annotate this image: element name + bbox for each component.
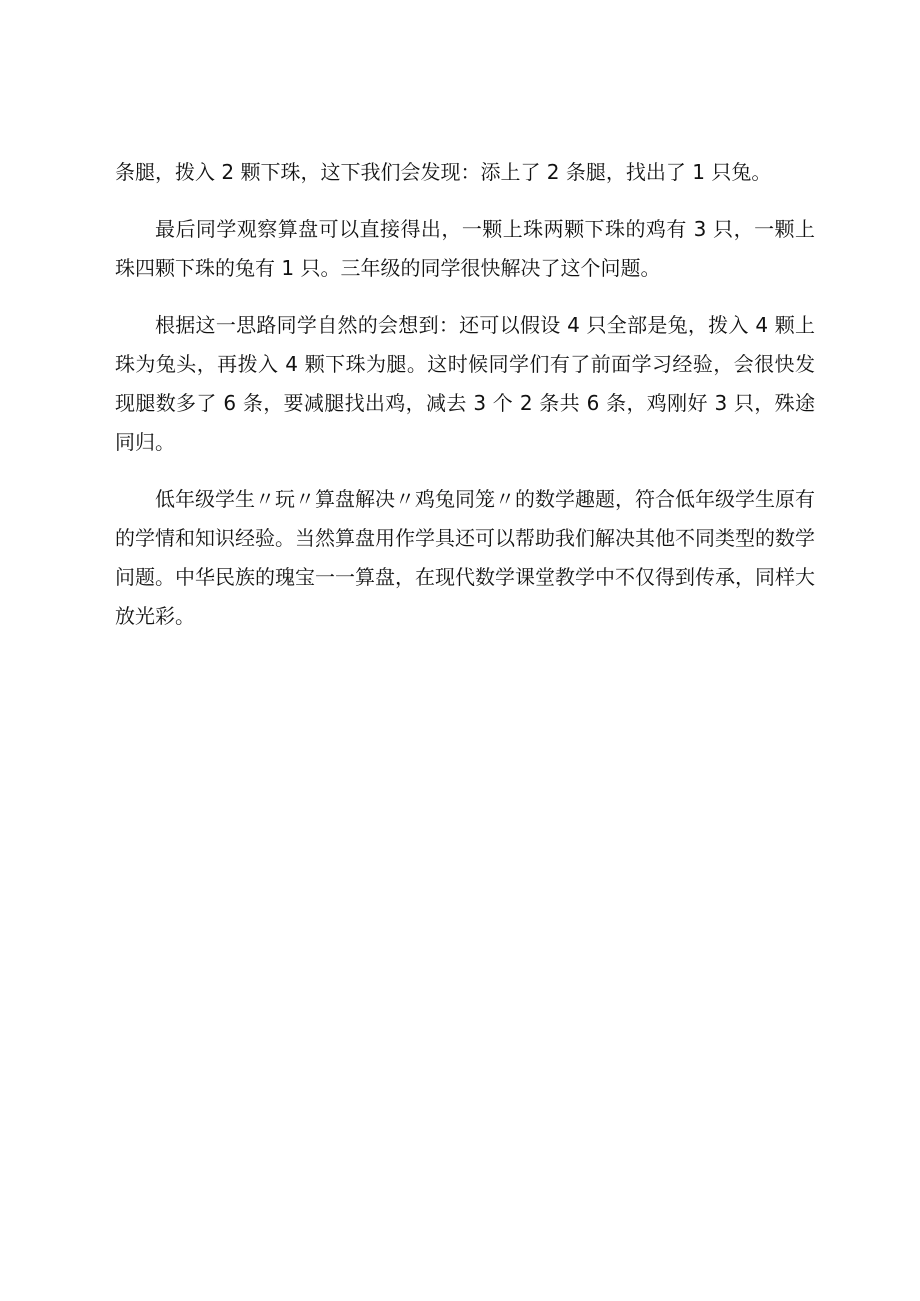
paragraph-2: 最后同学观察算盘可以直接得出，一颗上珠两颗下珠的鸡有 3 只，一颗上珠四颗下珠的兔有 1 只。三年级的同学很快解决了这个问题。 (115, 217, 815, 280)
paragraph-1: 条腿，拨入 2 颗下珠，这下我们会发现：添上了 2 条腿，找出了 1 只兔。 (115, 160, 772, 184)
paragraph-3: 根据这一思路同学自然的会想到：还可以假设 4 只全部是兔，拨入 4 颗上珠为兔头，再拨入 4 颗下珠为腿。这时候同学们有了前面学习经验，会很快发现腿数多了 6 条，要减腿找出鸡，减去 3 个 2 条共 6 条，鸡刚好 3 只，殊途同归。 (115, 313, 815, 454)
document-body (115, 153, 815, 654)
paragraph-4: 低年级学生〃玩〃算盘解决〃鸡兔同笼〃的数学趣题，符合低年级学生原有的学情和知识经验。当然算盘用作学具还可以帮助我们解决其他不同类型的数学问题。中华民族的瑰宝一一算盘，在现代数学课堂教学中不仅得到传承，同样大放光彩。 (115, 487, 815, 628)
